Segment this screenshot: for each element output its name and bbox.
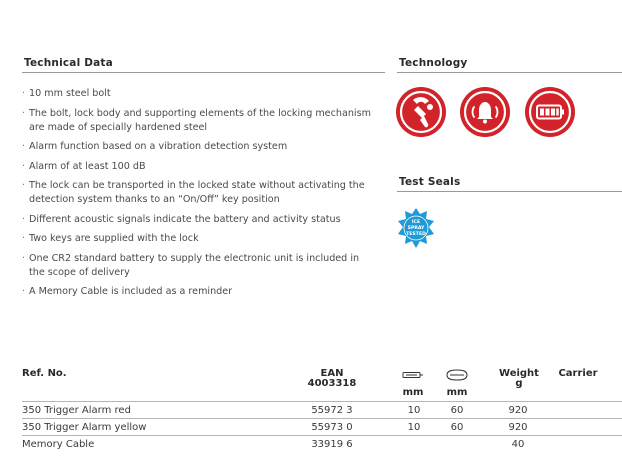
- ref-cell: Memory Cable: [22, 439, 95, 450]
- ref-cell: 350 Trigger Alarm red: [22, 405, 131, 416]
- table-row: [22, 401, 622, 419]
- feature-text: 10 mm steel bolt: [29, 88, 111, 99]
- weight-cell: 920: [508, 422, 528, 433]
- feature-text: The lock can be transported in the locked state without activating the detection system thanks to an “On/Off” key position: [29, 180, 365, 205]
- ean-header: EAN: [320, 368, 344, 379]
- shackle-width-icon: [445, 369, 469, 381]
- width2-cell: 60: [450, 422, 464, 433]
- bullet-icon: ·: [22, 180, 26, 191]
- bullet-icon: ·: [22, 286, 26, 297]
- feature-text: Alarm of at least 100 dB: [29, 160, 146, 172]
- hand-lock-icon: [395, 86, 447, 138]
- alarm-bell-icon: [459, 86, 511, 138]
- feature-text: One CR2 standard battery to supply the electronic unit is included in the scope of delivery: [29, 252, 360, 278]
- ref-cell: 350 Trigger Alarm yellow: [22, 422, 147, 433]
- test-seals-title: Test Seals: [397, 176, 622, 192]
- bullet-icon: ·: [22, 213, 26, 225]
- feature-text: Two keys are supplied with the lock: [29, 233, 199, 244]
- feature-text: Different acoustic signals indicate the battery and activity status: [29, 213, 341, 225]
- ean-prefix: 4003318: [307, 378, 357, 389]
- width2-cell: 60: [450, 405, 464, 416]
- technology-title: Technology: [397, 57, 622, 73]
- list-item: [22, 160, 377, 174]
- feature-text: The bolt, lock body and supporting elements of the locking mechanism are made of specially hardened steel: [29, 107, 371, 133]
- bolt-diameter-icon: [402, 370, 424, 380]
- weight-cell: 40: [511, 439, 525, 450]
- list-item: [22, 107, 377, 135]
- carrier-header: Carrier: [558, 368, 598, 379]
- battery-icon: [524, 86, 576, 138]
- list-item: [22, 213, 377, 227]
- seal-label: ICE SPRAY TESTED: [406, 220, 426, 237]
- bullet-icon: ·: [22, 88, 26, 99]
- weight-header: Weight: [499, 368, 539, 379]
- list-item: [22, 179, 377, 207]
- list-item: [22, 87, 377, 101]
- width1-unit: mm: [402, 387, 424, 398]
- width1-cell: 10: [407, 405, 421, 416]
- technical-data-title: Technical Data: [22, 57, 385, 73]
- list-item: [22, 232, 377, 246]
- table-row: [22, 418, 622, 436]
- width1-cell: 10: [407, 422, 421, 433]
- ref-header: Ref. No.: [22, 368, 67, 379]
- ean-cell: 33919 6: [311, 439, 353, 450]
- list-item: [22, 140, 377, 154]
- bullet-icon: ·: [22, 141, 26, 152]
- list-item: [22, 252, 377, 280]
- technical-data-list: [22, 87, 377, 305]
- ean-cell: 55973 0: [311, 422, 353, 433]
- ice-spray-seal: [395, 206, 437, 250]
- feature-text: A Memory Cable is included as a reminder: [29, 286, 233, 297]
- weight-cell: 920: [508, 405, 528, 416]
- weight-unit: g: [515, 378, 523, 389]
- list-item: [22, 285, 377, 299]
- feature-text: Alarm function based on a vibration detection system: [29, 141, 288, 152]
- width2-unit: mm: [446, 387, 468, 398]
- table-header: [0, 368, 622, 402]
- table-row: [22, 435, 622, 453]
- bullet-icon: ·: [22, 107, 26, 119]
- ean-cell: 55972 3: [311, 405, 353, 416]
- bullet-icon: ·: [22, 160, 26, 172]
- bullet-icon: ·: [22, 252, 26, 264]
- technology-icons: [395, 86, 622, 140]
- bullet-icon: ·: [22, 233, 26, 244]
